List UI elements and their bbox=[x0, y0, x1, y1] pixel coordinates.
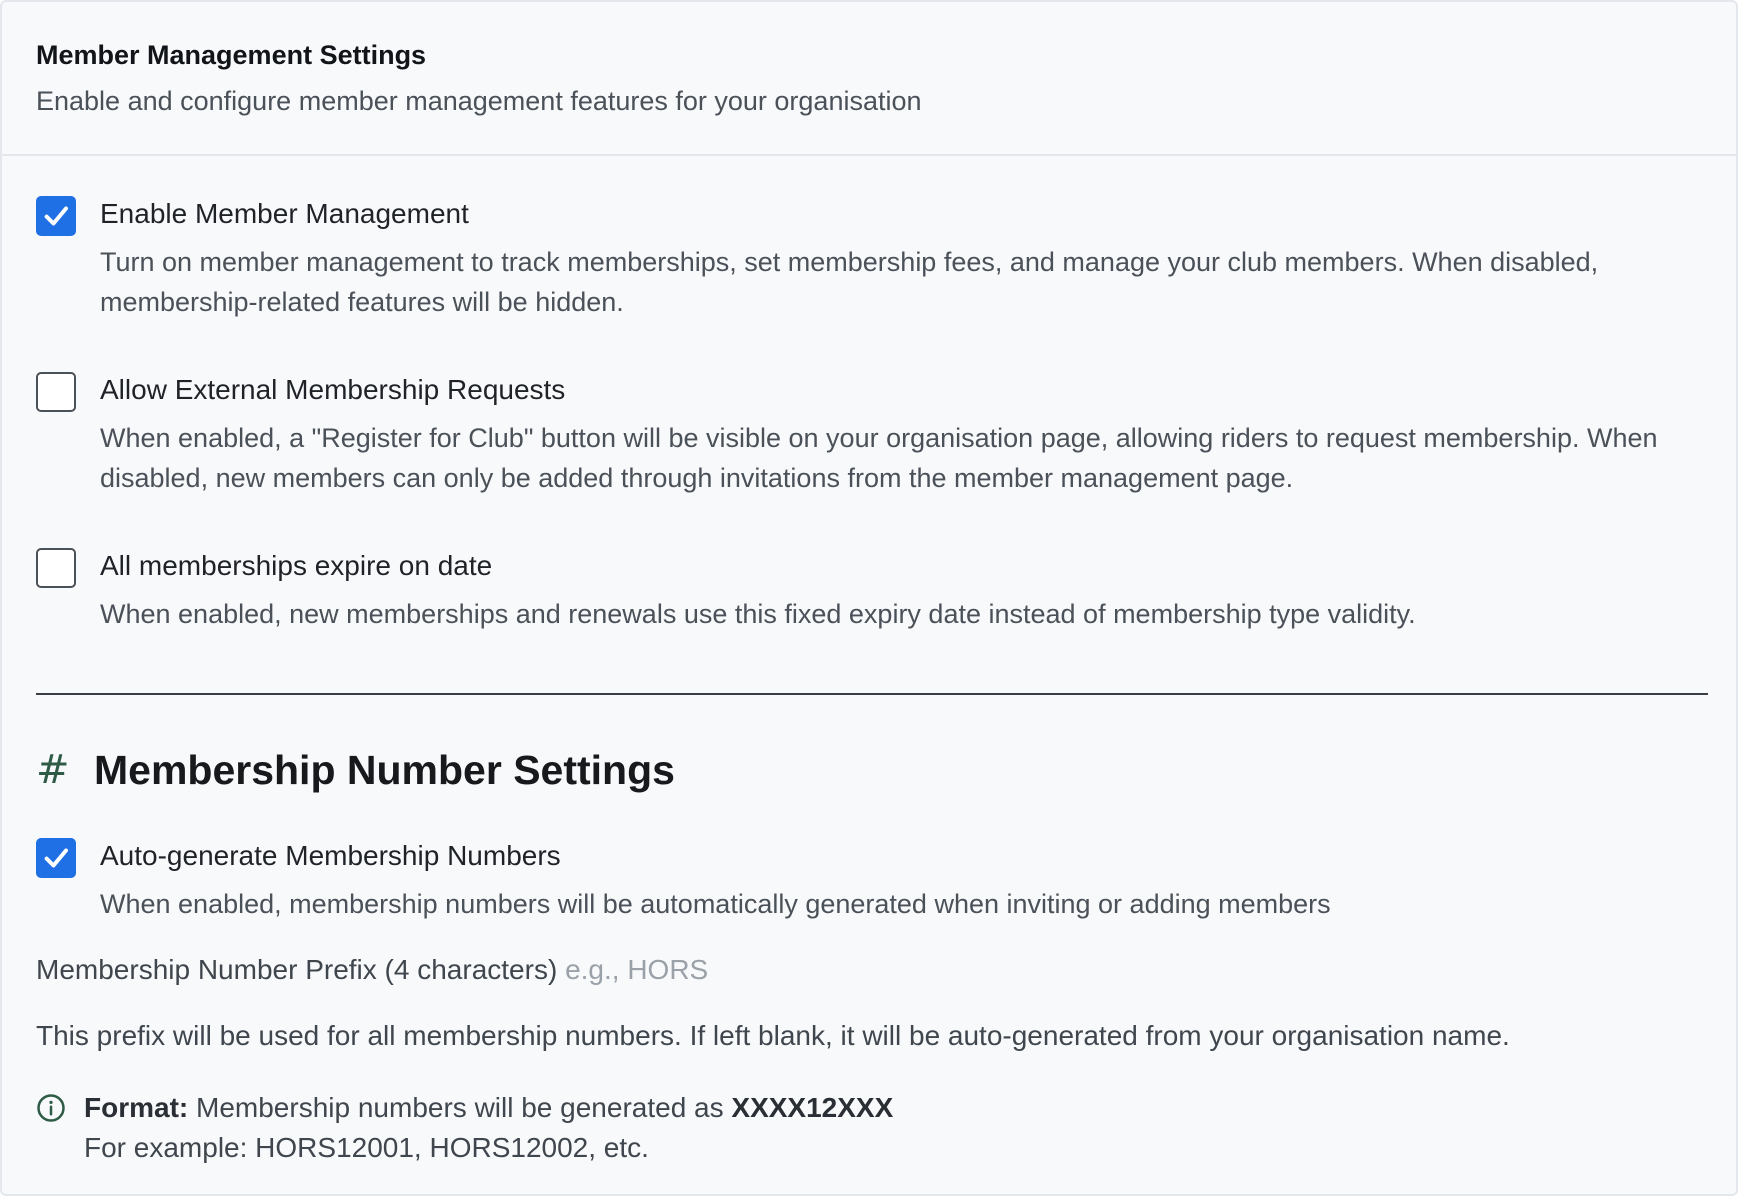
option-description: When enabled, a "Register for Club" button will be visible on your organisation page, allowing riders to request membership. When disabled, new members can only be added through invitations from the member management page. bbox=[100, 423, 1658, 493]
option-enable-member-management[interactable] bbox=[36, 194, 1720, 322]
enable-member-management-checkbox[interactable] bbox=[36, 196, 76, 236]
fixed-expiry-date-checkbox[interactable] bbox=[36, 548, 76, 588]
prefix-label: Membership Number Prefix (4 characters) bbox=[36, 954, 558, 985]
format-example: For example: HORS12001, HORS12002, etc. bbox=[84, 1132, 649, 1163]
prefix-field-row[interactable] bbox=[36, 950, 708, 990]
auto-generate-numbers-checkbox[interactable] bbox=[36, 838, 76, 878]
option-label[interactable]: Allow External Membership Requests bbox=[100, 374, 566, 405]
section-title: Membership Number Settings bbox=[94, 747, 675, 793]
membership-number-section-heading bbox=[36, 742, 675, 798]
checkmark-icon bbox=[41, 843, 71, 873]
option-description: When enabled, membership numbers will be automatically generated when inviting or adding members bbox=[100, 889, 1331, 919]
format-description: Membership numbers will be generated as bbox=[196, 1092, 724, 1123]
info-icon bbox=[36, 1093, 66, 1123]
option-auto-generate-numbers[interactable] bbox=[36, 836, 1720, 924]
card-header bbox=[2, 2, 1736, 156]
option-description: When enabled, new memberships and renewals use this fixed expiry date instead of membership type validity. bbox=[100, 599, 1416, 629]
hash-icon: # bbox=[36, 747, 70, 793]
format-info bbox=[36, 1088, 893, 1168]
prefix-input-placeholder[interactable]: e.g., HORS bbox=[565, 954, 709, 985]
format-pattern: XXXX12XXX bbox=[731, 1092, 894, 1123]
option-label[interactable]: All memberships expire on date bbox=[100, 550, 493, 581]
option-fixed-expiry-date[interactable] bbox=[36, 546, 1720, 634]
card-title: Member Management Settings bbox=[36, 40, 427, 70]
option-description: Turn on member management to track memberships, set membership fees, and manage your club members. When disabled, membership-related features will be hidden. bbox=[100, 247, 1599, 317]
card-description: Enable and configure member management features for your organisation bbox=[36, 86, 922, 116]
option-label[interactable]: Auto-generate Membership Numbers bbox=[100, 840, 561, 871]
allow-external-requests-checkbox[interactable] bbox=[36, 372, 76, 412]
format-text bbox=[84, 1088, 893, 1168]
prefix-help-text: This prefix will be used for all membership numbers. If left blank, it will be auto-generated from your organisation name. bbox=[36, 1020, 1510, 1051]
section-divider bbox=[36, 693, 1708, 695]
option-label[interactable]: Enable Member Management bbox=[100, 198, 469, 229]
format-label: Format: bbox=[84, 1092, 189, 1123]
checkmark-icon bbox=[41, 201, 71, 231]
option-allow-external-requests[interactable] bbox=[36, 370, 1720, 498]
